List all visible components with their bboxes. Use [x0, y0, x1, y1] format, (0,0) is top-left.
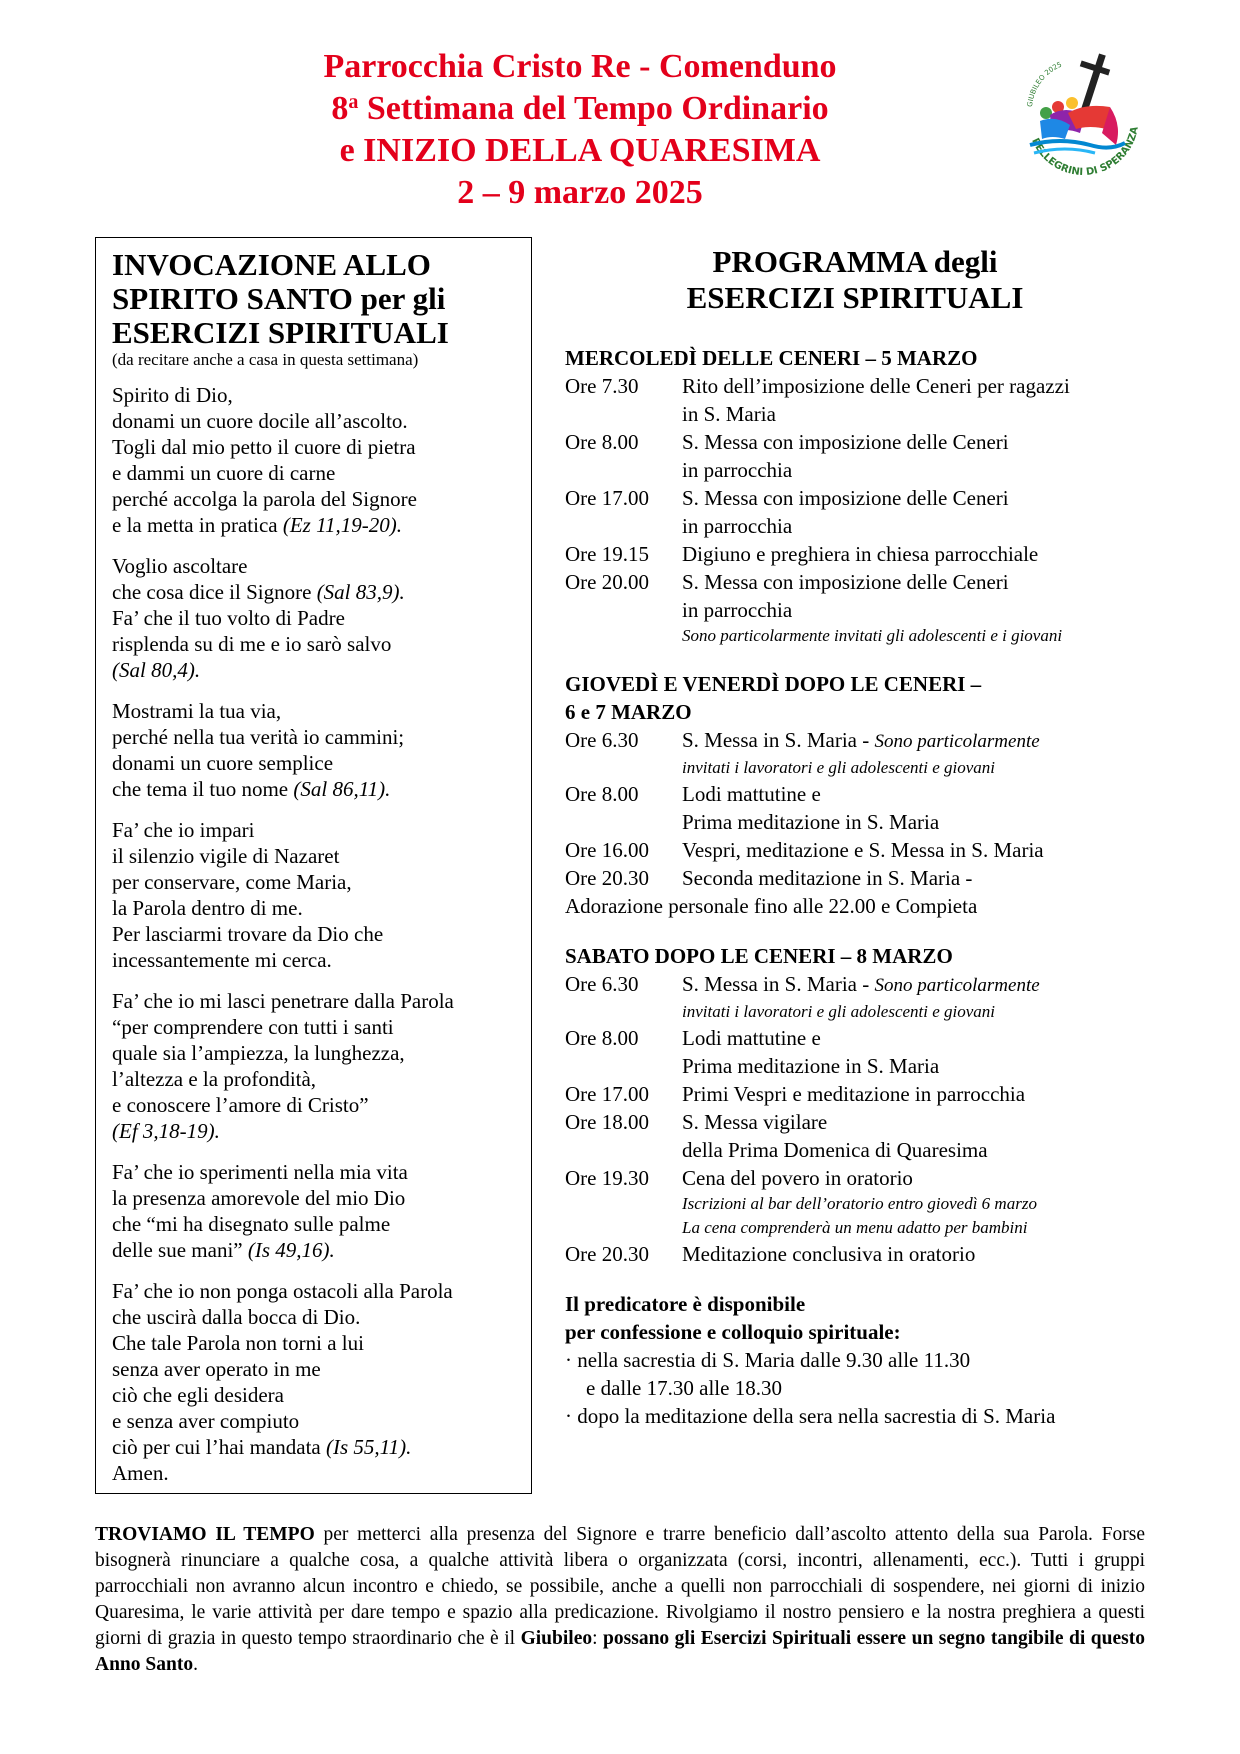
schedule-row: Ore 20.00 S. Messa con imposizione delle Ceneri in parrocchia — [565, 570, 1009, 622]
date-range: 2 – 9 marzo 2025 — [457, 174, 703, 211]
invocation-box — [95, 237, 532, 1494]
bible-reference: (Sal 80,4). — [112, 658, 201, 682]
bible-reference: (Is 49,16). — [247, 1238, 335, 1262]
bible-reference: (Sal 83,9). — [316, 580, 405, 604]
schedule-row: Ore 18.00 S. Messa vigilare della Prima Domenica di Quaresima — [565, 1110, 988, 1162]
schedule-note: Sono particolarmente invitati gli adolescenti e i giovani — [682, 626, 1063, 645]
day-heading-thursday-friday: GIOVEDÌ E VENERDÌ DOPO LE CENERI – 6 e 7 MARZO — [565, 672, 982, 724]
schedule-note: La cena comprenderà un menu adatto per bambini — [682, 1218, 1028, 1237]
invocation-subtitle: (da recitare anche a casa in questa settimana) — [112, 350, 419, 369]
day-heading-wednesday: MERCOLEDÌ DELLE CENERI – 5 MARZO — [565, 346, 978, 370]
schedule-row: Ore 6.30 S. Messa in S. Maria - Sono particolarmente — [565, 728, 1040, 752]
jubilee-2025-logo — [1010, 45, 1150, 185]
stanza-7: Fa’ che io non ponga ostacoli alla Parola che uscirà dalla bocca di Dio. Che tale Parola non torni a lui senza aver operato in me ciò che egli desidera e senza aver compiuto ciò per cui l’hai mandata (Is 55,11). Amen. — [112, 1279, 453, 1485]
schedule-row: Ore 8.00 Lodi mattutine e Prima meditazione in S. Maria — [565, 1026, 940, 1078]
schedule-note: invitati i lavoratori e gli adolescenti e giovani — [682, 1002, 996, 1021]
svg-text:GIUBILEO 2025: GIUBILEO 2025 — [1025, 60, 1064, 108]
schedule-row: Ore 17.00 S. Messa con imposizione delle Ceneri in parrocchia — [565, 486, 1009, 538]
bible-reference: (Sal 86,11). — [293, 777, 391, 801]
bible-reference: (Ez 11,19-20). — [282, 513, 403, 537]
stanza-6: Fa’ che io sperimenti nella mia vita la presenza amorevole del mio Dio che “mi ha disegnato sulle palme delle sue mani” (Is 49,16). — [112, 1160, 408, 1262]
parish-name: Parrocchia Cristo Re - Comenduno — [323, 48, 837, 85]
stanza-4: Fa’ che io impari il silenzio vigile di Nazaret per conservare, come Maria, la Parola dentro di me. Per lasciarmi trovare da Dio che incessantemente mi cerca. — [112, 818, 384, 972]
schedule-continuation: Adorazione personale fino alle 22.00 e Compieta — [565, 894, 978, 918]
schedule-row: Ore 6.30 S. Messa in S. Maria - Sono particolarmente — [565, 972, 1040, 996]
schedule-row: Ore 19.15 Digiuno e preghiera in chiesa parrocchiale — [565, 542, 1039, 566]
schedule-row: Ore 8.00 Lodi mattutine e Prima meditazione in S. Maria — [565, 782, 940, 834]
preacher-heading: Il predicatore è disponibile per confessione e colloquio spirituale: — [565, 1292, 901, 1344]
preacher-bullet: · dopo la meditazione della sera nella sacrestia di S. Maria — [565, 1404, 1056, 1428]
preacher-bullet: · nella sacrestia di S. Maria dalle 9.30 alle 11.30 — [565, 1348, 971, 1372]
stanza-3: Mostrami la tua via, perché nella tua verità io cammini; donami un cuore semplice che tema il tuo nome (Sal 86,11). — [112, 699, 405, 801]
stanza-2: Voglio ascoltare che cosa dice il Signore (Sal 83,9). Fa’ che il tuo volto di Padre risplenda su di me e io sarò salvo (Sal 80,4). — [112, 553, 531, 683]
program-column — [565, 244, 1185, 1430]
bible-reference: (Ef 3,18-19). — [112, 1119, 220, 1143]
schedule-row: Ore 17.00 Primi Vespri e meditazione in parrocchia — [565, 1082, 1026, 1106]
schedule-row: Ore 8.00 S. Messa con imposizione delle Ceneri in parrocchia — [565, 430, 1009, 482]
bible-reference: (Is 55,11). — [326, 1435, 412, 1459]
schedule-row: Ore 16.00 Vespri, meditazione e S. Messa in S. Maria — [565, 838, 1044, 862]
stanza-1: Spirito di Dio, donami un cuore docile all’ascolto. Togli dal mio petto il cuore di pietra e dammi un cuore di carne perché accolga la parola del Signore e la metta in pratica (Ez 11,19-20). — [112, 383, 417, 537]
invocation-title: INVOCAZIONE ALLO SPIRITO SANTO per gli ESERCIZI SPIRITUALI — [112, 247, 449, 350]
lent-title: e INIZIO DELLA QUARESIMA — [339, 132, 821, 169]
day-heading-saturday: SABATO DOPO LE CENERI – 8 MARZO — [565, 944, 953, 968]
program-title: PROGRAMMA degli ESERCIZI SPIRITUALI — [686, 244, 1024, 315]
schedule-note: Iscrizioni al bar dell’oratorio entro giovedì 6 marzo — [682, 1194, 1037, 1213]
week-title: 8$^a$ Settimana del Tempo Ordinario — [331, 90, 829, 127]
schedule-note: invitati i lavoratori e gli adolescenti e giovani — [682, 758, 996, 777]
preacher-bullet-cont: e dalle 17.30 alle 18.30 — [565, 1376, 782, 1400]
stanza-5: Fa’ che io mi lasci penetrare dalla Parola “per comprendere con tutti i santi quale sia l’ampiezza, la lunghezza, l’altezza e la profondità, e conoscere l’amore di Cristo” (Ef 3,18-19). — [112, 988, 531, 1144]
schedule-row: Ore 20.30 Seconda meditazione in S. Maria - — [565, 866, 973, 890]
page-header — [250, 46, 910, 214]
footer-paragraph: TROVIAMO IL TEMPO per metterci alla presenza del Signore e trarre beneficio dall’ascolto attento della sua Parola. Forse bisognerà rinunciare a qualche cosa, a qualche attività libera o organizzata (corsi, incontri, allenamenti, ecc.). Tutti i gruppi parrocchiali non avranno alcun incontro e chiedo, se possibile, anche a quelli non parrocchiali di sospendere, nei giorni di inizio Quaresima, le varie attività per dare tempo e spazio alla predicazione. Rivolgiamo il nostro pensiero e la nostra preghiera a questi giorni di grazia in questo tempo straordinario che è il Giubileo: possano gli Esercizi Spirituali essere un segno tangibile di questo Anno Santo. — [95, 1524, 1145, 1675]
schedule-row: Ore 20.30 Meditazione conclusiva in oratorio — [565, 1242, 976, 1266]
schedule-row: Ore 19.30 Cena del povero in oratorio — [565, 1166, 913, 1190]
schedule-row: Ore 7.30 Rito dell’imposizione delle Ceneri per ragazzi in S. Maria — [565, 374, 1070, 426]
svg-text:PELLEGRINI DI SPERANZA: PELLEGRINI DI SPERANZA — [1029, 125, 1141, 179]
footer-lead: TROVIAMO IL TEMPO — [95, 1524, 315, 1545]
